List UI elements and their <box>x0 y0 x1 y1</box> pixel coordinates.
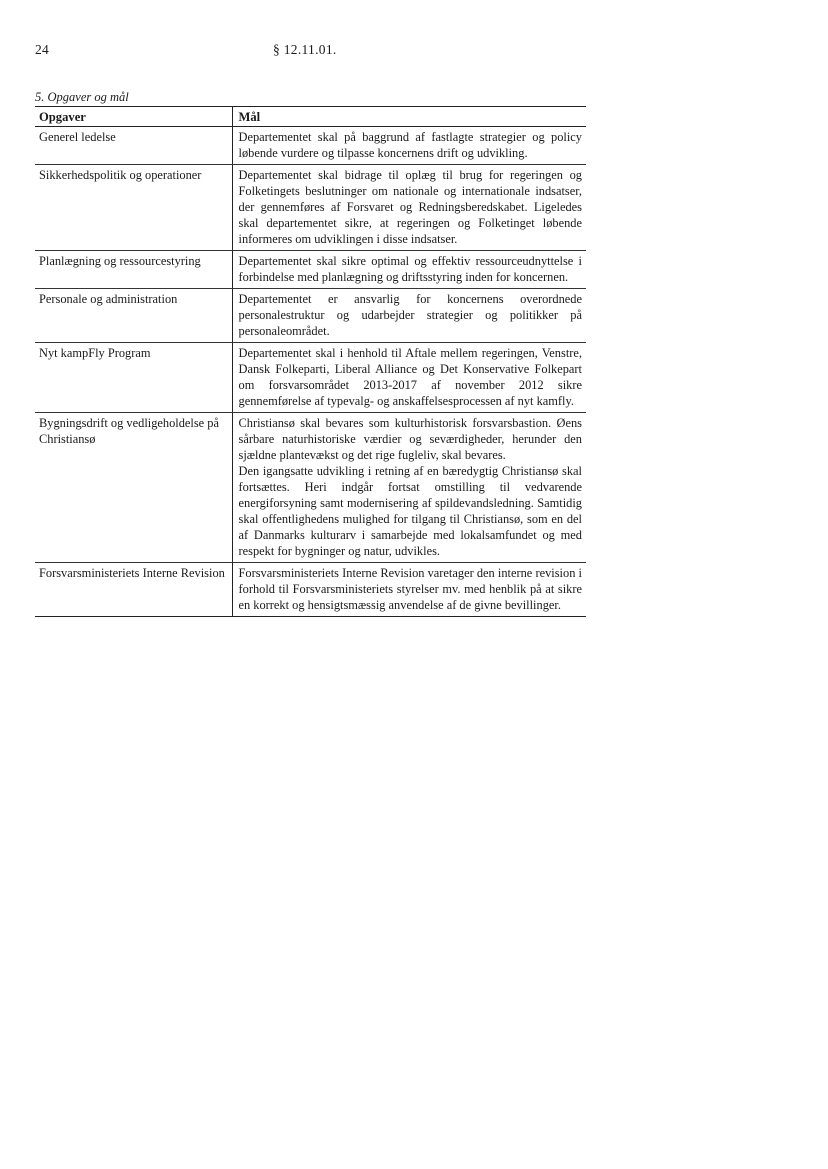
task-cell: Forsvarsministeriets Interne Revision <box>35 563 232 617</box>
table-row <box>35 563 586 617</box>
goal-paragraph: Departementet er ansvarlig for koncernens overordnede personalestruktur og udarbejder strategier og politikker på personaleområdet. <box>238 292 582 338</box>
goal-paragraph: Christiansø skal bevares som kulturhistorisk forsvarsbastion. Øens sårbare naturhistoriske værdier og seværdigheder, herunder den sjældne plantevækst og det rige fugleliv, skal bevares. <box>238 416 582 462</box>
page-number: 24 <box>35 42 49 57</box>
goal-cell <box>232 251 586 289</box>
task-cell: Personale og administration <box>35 289 232 343</box>
column-header-tasks: Opgaver <box>35 107 232 127</box>
table-row <box>35 251 586 289</box>
table-body <box>35 127 586 617</box>
task-cell: Bygningsdrift og vedligeholdelse på Christiansø <box>35 413 232 563</box>
goal-paragraph: Departementet skal sikre optimal og effektiv ressourceudnyttelse i forbindelse med planlægning og driftsstyring inden for koncernen. <box>238 254 582 284</box>
section-title: 5. Opgaver og mål <box>35 90 129 104</box>
tasks-goals-table <box>35 106 586 617</box>
goal-cell <box>232 343 586 413</box>
table-row <box>35 343 586 413</box>
task-cell: Planlægning og ressourcestyring <box>35 251 232 289</box>
table-row <box>35 127 586 165</box>
task-cell: Generel ledelse <box>35 127 232 165</box>
goal-paragraph: Forsvarsministeriets Interne Revision varetager den interne revision i forhold til Forsvarsministeriets styrelser mv. med henblik på at sikre en korrekt og hensigtsmæssig anvendelse af de givne bevillinger. <box>238 566 582 612</box>
table-header-row <box>35 107 586 127</box>
task-cell: Nyt kampFly Program <box>35 343 232 413</box>
goal-cell <box>232 563 586 617</box>
column-header-goals: Mål <box>232 107 586 127</box>
table-row <box>35 165 586 251</box>
goal-cell <box>232 289 586 343</box>
task-cell: Sikkerhedspolitik og operationer <box>35 165 232 251</box>
goal-cell <box>232 127 586 165</box>
goal-cell <box>232 413 586 563</box>
section-reference: § 12.11.01. <box>273 42 337 57</box>
goal-paragraph: Departementet skal i henhold til Aftale mellem regeringen, Venstre, Dansk Folkeparti, Liberal Alliance og Det Konservative Folkepart om forsvarsområdet 2013-2017 af november 2012 sikre gennemførelse af typevalg- og anskaffelsesprocessen af nyt kamfly. <box>238 346 582 408</box>
table-row <box>35 413 586 563</box>
goal-paragraph: Den igangsatte udvikling i retning af en bæredygtig Christiansø skal fortsættes. Heri indgår fortsat omstilling til vedvarende energiforsyning samt modernisering af spildevandsledning. Samtidig skal offentlighedens mulighed for tilgang til Christiansø, som en del af Danmarks kulturarv i samarbejde med lokalsamfundet og med respekt for bygninger og natur, udvikles. <box>238 464 582 558</box>
goal-paragraph: Departementet skal bidrage til oplæg til brug for regeringen og Folketingets beslutninger om nationale og internationale indsatser, der gennemføres af Forsvaret og Redningsberedskabet. Ligeledes skal departementet sikre, at regeringen og Folketinget løbende informeres om udviklingen i disse indsatser. <box>238 168 582 246</box>
goal-cell <box>232 165 586 251</box>
table-row <box>35 289 586 343</box>
goal-paragraph: Departementet skal på baggrund af fastlagte strategier og policy løbende vurdere og tilpasse koncernens drift og udvikling. <box>238 130 582 160</box>
